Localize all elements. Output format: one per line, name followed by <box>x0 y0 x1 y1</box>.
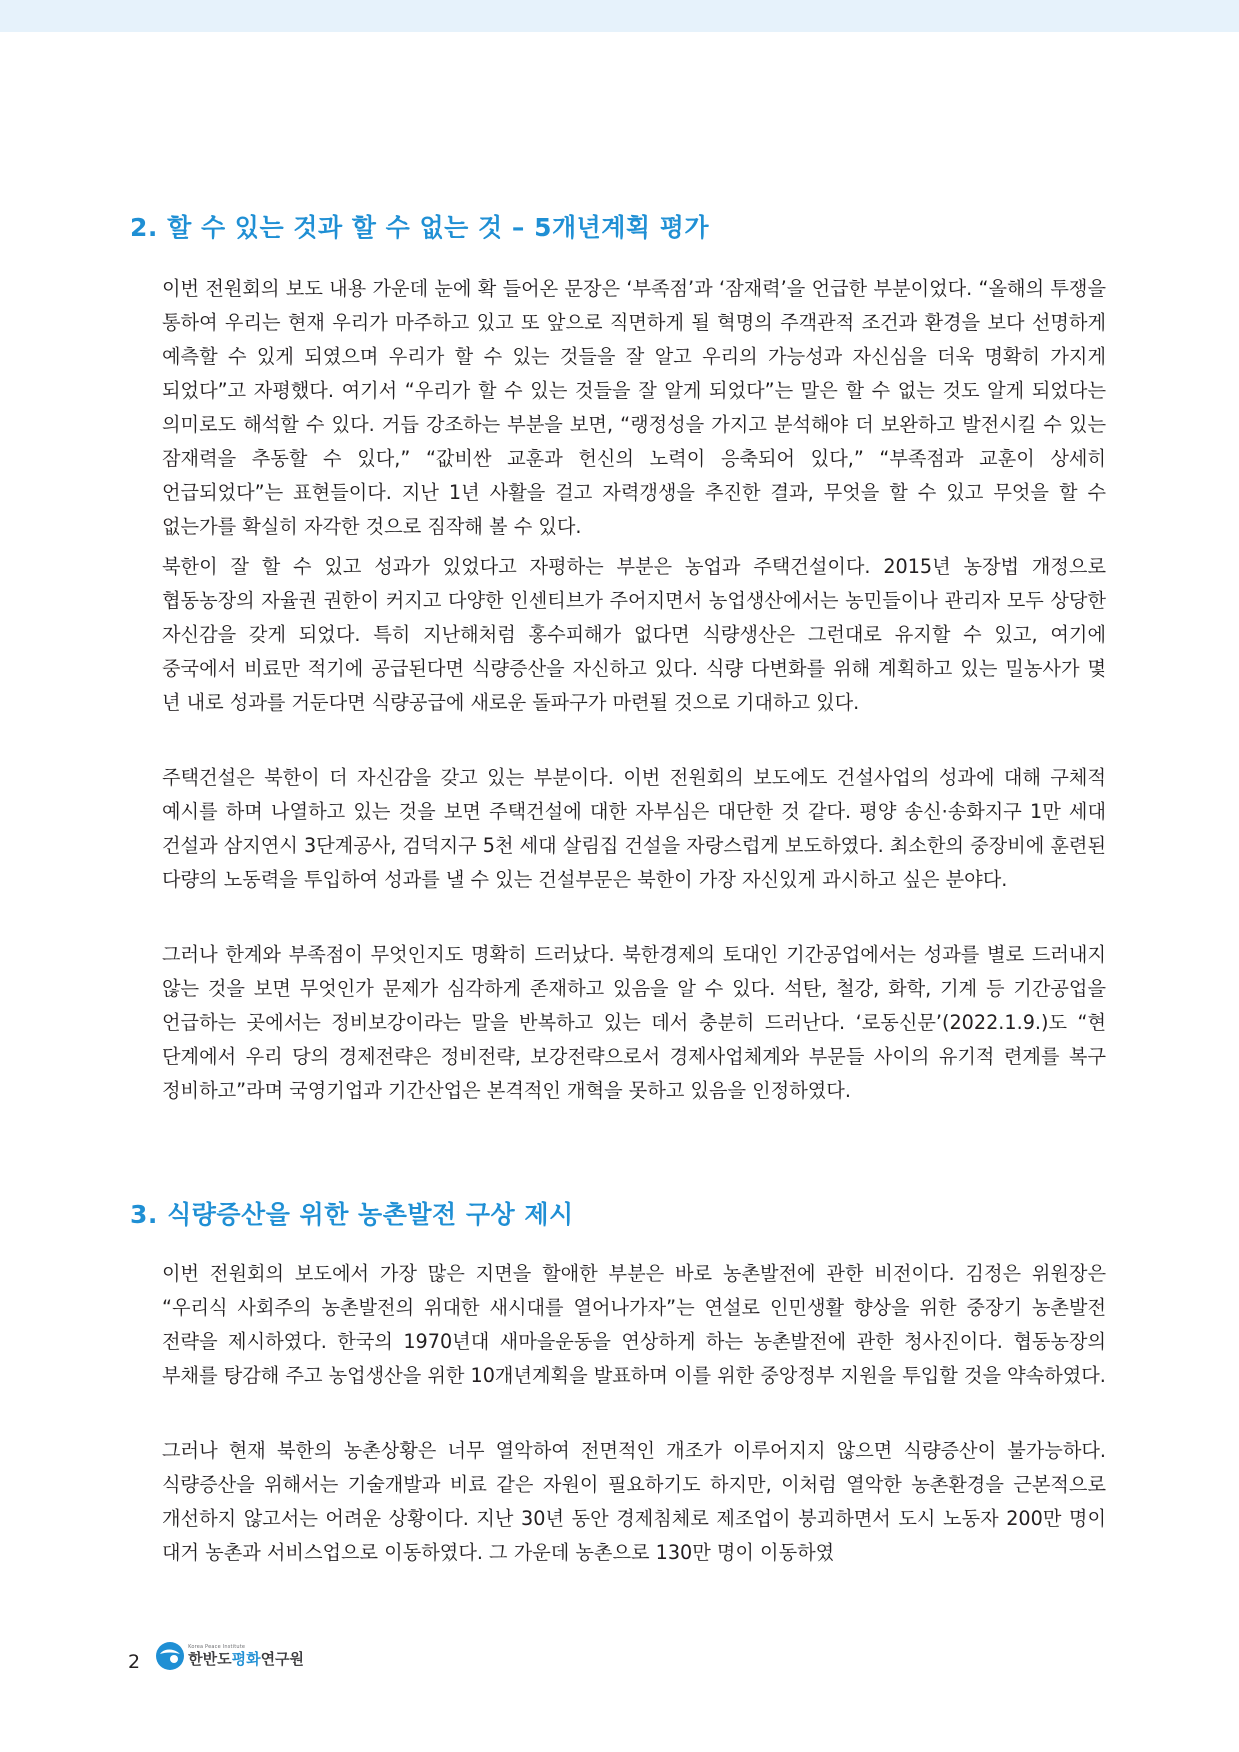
section-3-title: 3. 식량증산을 위한 농촌발전 구상 제시 <box>130 1200 574 1229</box>
logo-korean-part-3: 연구원 <box>260 1650 305 1668</box>
logo-english-name: Korea Peace Institute <box>188 1644 246 1650</box>
top-band <box>0 0 1239 32</box>
page-footer <box>128 1636 304 1676</box>
page-number: 2 <box>128 1651 141 1673</box>
section-2-paragraph-2: 북한이 잘 할 수 있고 성과가 있었다고 자평하는 부분은 농업과 주택건설이다. 2015년 농장법 개정으로 협동농장의 자율권 권한이 커지고 다양한 인센티브가 주어지면서 농업생산에서는 농민들이나 관리자 모두 상당한 자신감을 갖게 되었다. 특히 지난해처럼 홍수피해가 없다면 식량생산은 그런대로 유지할 수 있고, 여기에 중국에서 비료만 적기에 공급된다면 식량증산을 자신하고 있다. 식량 다변화를 위해 계획하고 있는 밀농사가 몇 년 내로 성과를 거둔다면 식량공급에 새로운 돌파구가 마련될 것으로 기대하고 있다. <box>162 555 1106 714</box>
logo-korean-part-1: 한반도 <box>188 1650 232 1668</box>
section-2-paragraph-1: 이번 전원회의 보도 내용 가운데 눈에 확 들어온 문장은 ‘부족점’과 ‘잠재력’을 언급한 부분이었다. “올해의 투쟁을 통하여 우리는 현재 우리가 마주하고 있고 또 앞으로 직면하게 될 혁명의 주객관적 조건과 환경을 보다 선명하게 예측할 수 있게 되였으며 우리가 할 수 있는 것들을 잘 알고 우리의 가능성과 자신심을 더욱 명확히 가지게 되었다”고 자평했다. 여기서 “우리가 할 수 있는 것들을 잘 알게 되었다”는 말은 할 수 없는 것도 알게 되었다는 의미로도 해석할 수 있다. 거듭 강조하는 부분을 보면, “랭정성을 가지고 분석해야 더 보완하고 발전시킬 수 있는 잠재력을 추동할 수 있다,” “값비싼 교훈과 헌신의 노력이 응축되어 있다,” “부족점과 교훈이 상세히 언급되었다”는 표현들이다. 지난 1년 사활을 걸고 자력갱생을 추진한 결과, 무엇을 할 수 있고 무엇을 할 수 없는가를 확실히 자각한 것으로 짐작해 볼 수 있다. <box>162 277 1106 538</box>
logo-korean-part-2: 평화 <box>231 1650 261 1668</box>
section-3-paragraph-2: 그러나 현재 북한의 농촌상황은 너무 열악하여 전면적인 개조가 이루어지지 않으면 식량증산이 불가능하다. 식량증산을 위해서는 기술개발과 비료 같은 자원이 필요하기도 하지만, 이처럼 열악한 농촌환경을 근본적으로 개선하지 않고서는 어려운 상황이다. 지난 30년 동안 경제침체로 제조업이 붕괴하면서 도시 노동자 200만 명이 대거 농촌과 서비스업으로 이동하였다. 그 가운데 농촌으로 130만 명이 이동하였 <box>162 1439 1106 1564</box>
institute-logo <box>154 1640 304 1672</box>
section-3-paragraph-1: 이번 전원회의 보도에서 가장 많은 지면을 할애한 부분은 바로 농촌발전에 관한 비전이다. 김정은 위원장은 “우리식 사회주의 농촌발전의 위대한 새시대를 열어나가자”는 연설로 인민생활 향상을 위한 중장기 농촌발전 전략을 제시하였다. 한국의 1970년대 새마을운동을 연상하게 하는 농촌발전에 관한 청사진이다. 협동농장의 부채를 탕감해 주고 농업생산을 위한 10개년계획을 발표하며 이를 위한 중앙정부 지원을 투입할 것을 약속하였다. <box>162 1262 1106 1387</box>
logo-korean-name <box>188 1652 304 1667</box>
section-2-paragraph-4: 그러나 한계와 부족점이 무엇인지도 명확히 드러났다. 북한경제의 토대인 기간공업에서는 성과를 별로 드러내지 않는 것을 보면 무엇인가 문제가 심각하게 존재하고 있음을 알 수 있다. 석탄, 철강, 화학, 기계 등 기간공업을 언급하는 곳에서는 정비보강이라는 말을 반복하고 있는 데서 충분히 드러난다. ‘로동신문’(2022.1.9.)도 “현 단계에서 우리 당의 경제전략은 정비전략, 보강전략으로서 경제사업체계와 부문들 사이의 유기적 련계를 복구 정비하고”라며 국영기업과 기간산업은 본격적인 개혁을 못하고 있음을 인정하였다. <box>162 943 1106 1102</box>
institute-logo-icon <box>154 1640 186 1672</box>
section-2-title: 2. 할 수 있는 것과 할 수 없는 것 – 5개년계획 평가 <box>130 213 710 242</box>
section-2-paragraph-3: 주택건설은 북한이 더 자신감을 갖고 있는 부분이다. 이번 전원회의 보도에도 건설사업의 성과에 대해 구체적 예시를 하며 나열하고 있는 것을 보면 주택건설에 대한 자부심은 대단한 것 같다. 평양 송신·송화지구 1만 세대 건설과 삼지연시 3단계공사, 검덕지구 5천 세대 살림집 건설을 자랑스럽게 보도하였다. 최소한의 중장비에 훈련된 다량의 노동력을 투입하여 성과를 낼 수 있는 건설부문은 북한이 가장 자신있게 과시하고 싶은 분야다. <box>162 766 1106 891</box>
